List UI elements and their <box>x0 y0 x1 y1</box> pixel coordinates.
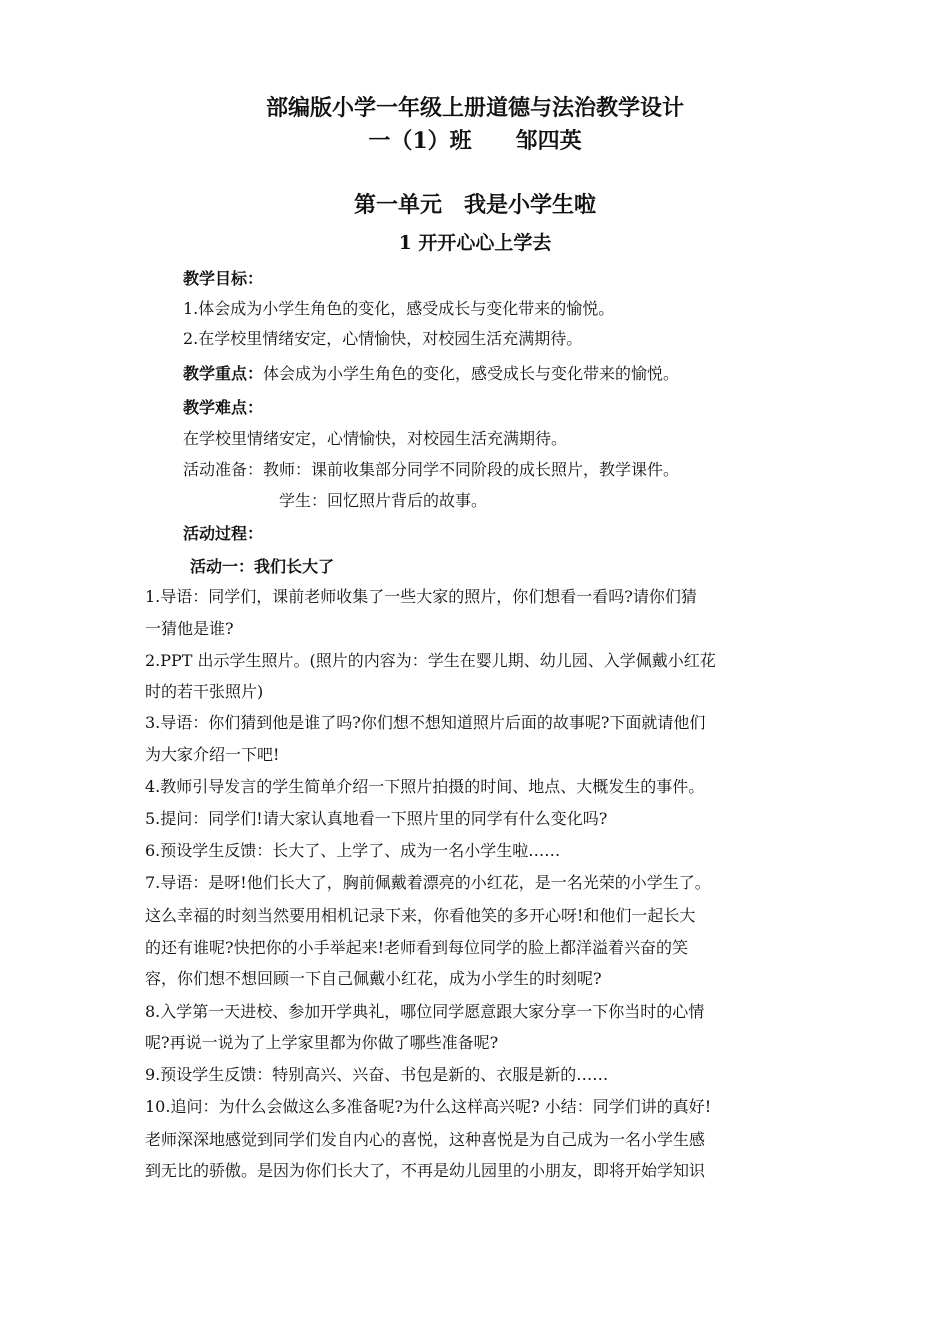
body-line: 到无比的骄傲。是因为你们长大了，不再是幼儿园里的小朋友，即将开始学知识 <box>145 1161 706 1180</box>
body-line: 呢?再说一说为了上学家里都为你做了哪些准备呢? <box>145 1033 499 1052</box>
unit-title: 第一单元 我是小学生啦 <box>353 192 596 218</box>
activity-heading: 活动一：我们长大了 <box>190 557 335 576</box>
process-heading: 活动过程： <box>183 524 264 543</box>
body-line: 8.入学第一天进校、参加开学典礼，哪位同学愿意跟大家分享一下你当时的心情 <box>145 1002 705 1021</box>
goal-item: 1.体会成为小学生角色的变化，感受成长与变化带来的愉悦。 <box>183 299 615 318</box>
document-title: 部编版小学一年级上册道德与法治教学设计 <box>265 95 684 121</box>
body-line: 5.提问：同学们!请大家认真地看一下照片里的同学有什么变化吗? <box>145 809 608 828</box>
difficulty-heading: 教学难点： <box>183 398 264 417</box>
prep-teacher: 活动准备：教师：课前收集部分同学不同阶段的成长照片，教学课件。 <box>183 460 680 479</box>
goal-item: 2.在学校里情绪安定，心情愉快，对校园生活充满期待。 <box>183 329 583 348</box>
class-author-line: 一（1）班 邹四英 <box>368 128 582 154</box>
key-point-line <box>183 363 679 385</box>
difficulty-text: 在学校里情绪安定，心情愉快，对校园生活充满期待。 <box>183 429 568 448</box>
body-line: 2.PPT 出示学生照片。(照片的内容为：学生在婴儿期、幼儿园、入学佩戴小红花 <box>145 651 716 670</box>
body-line: 一猜他是谁? <box>145 619 234 638</box>
body-line: 6.预设学生反馈：长大了、上学了、成为一名小学生啦…… <box>145 841 561 860</box>
body-line: 4.教师引导发言的学生简单介绍一下照片拍摄的时间、地点、大概发生的事件。 <box>145 777 705 796</box>
key-point-label: 教学重点： <box>183 364 264 383</box>
prep-student: 学生：回忆照片背后的故事。 <box>279 491 488 510</box>
body-line: 这么幸福的时刻当然要用相机记录下来，你看他笑的多开心呀!和他们一起长大 <box>145 906 696 925</box>
key-point-text: 体会成为小学生角色的变化，感受成长与变化带来的愉悦。 <box>263 364 680 383</box>
body-line: 老师深深地感觉到同学们发自内心的喜悦，这种喜悦是为自己成为一名小学生感 <box>145 1130 706 1149</box>
body-line: 7.导语：是呀!他们长大了，胸前佩戴着漂亮的小红花，是一名光荣的小学生了。 <box>145 873 711 892</box>
body-line: 容，你们想不想回顾一下自己佩戴小红花，成为小学生的时刻呢? <box>145 969 602 988</box>
body-line: 10.追问：为什么会做这么多准备呢?为什么这样高兴呢? 小结：同学们讲的真好! <box>145 1097 712 1116</box>
body-line: 为大家介绍一下吧! <box>145 745 280 764</box>
body-line: 时的若干张照片) <box>145 682 264 701</box>
lesson-title: 1 开开心心上学去 <box>398 232 552 254</box>
body-line: 9.预设学生反馈：特别高兴、兴奋、书包是新的、衣服是新的…… <box>145 1065 609 1084</box>
body-line: 的还有谁呢?快把你的小手举起来!老师看到每位同学的脸上都洋溢着兴奋的笑 <box>145 938 689 957</box>
body-line: 1.导语：同学们，课前老师收集了一些大家的照片，你们想看一看吗?请你们猜 <box>145 587 697 606</box>
body-line: 3.导语：你们猜到他是谁了吗?你们想不想知道照片后面的故事呢?下面就请他们 <box>145 713 706 732</box>
goals-heading: 教学目标： <box>183 269 264 288</box>
